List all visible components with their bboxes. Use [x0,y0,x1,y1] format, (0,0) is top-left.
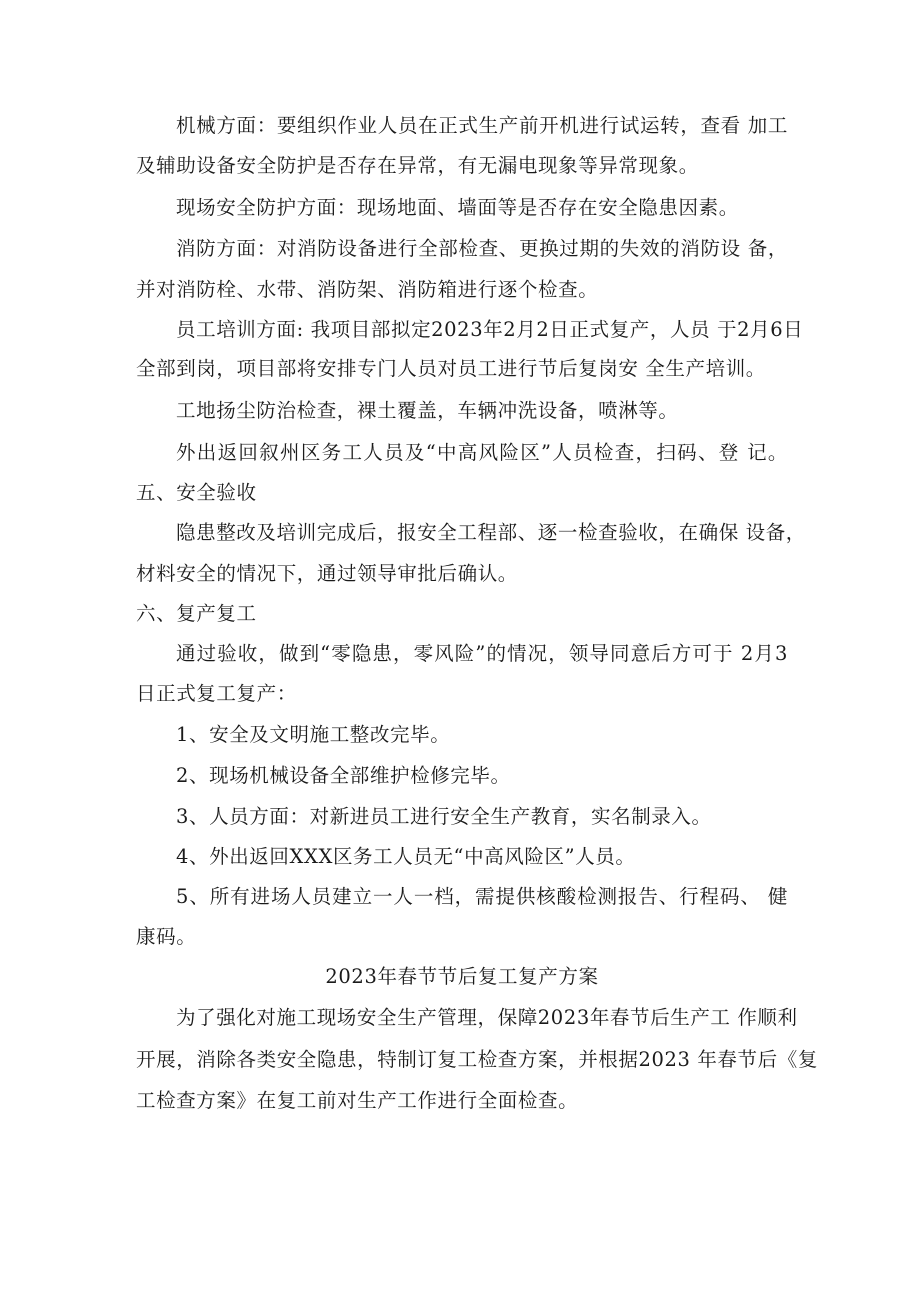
paragraph-line: 并对消防栓、水带、消防架、消防箱进行逐个检查。 [136,278,599,301]
paragraph-line: 材料安全的情况下，通过领导审批后确认。 [136,562,518,585]
paragraph-line: 隐患整改及培训完成后，报安全工程部、逐一检查验收，在确保 设备， [176,521,806,544]
list-item: 1、安全及文明施工整改完毕。 [176,723,451,746]
paragraph-line: 消防方面：对消防设备进行全部检查、更换过期的失效的消防设 备， [176,237,788,260]
paragraph-line: 及辅助设备安全防护是否存在异常，有无漏电现象等异常现象。 [136,154,699,177]
paragraph-line: 全部到岗，项目部将安排专门人员对员工进行节后复岗安 全生产培训。 [136,357,766,380]
paragraph-line: 现场安全防护方面：现场地面、墙面等是否存在安全隐患因素。 [176,196,739,219]
list-item: 2、现场机械设备全部维护检修完毕。 [176,764,511,787]
paragraph-line: 工检查方案》在复工前对生产工作进行全面检查。 [136,1089,579,1112]
paragraph-line: 员工培训方面: 我项目部拟定2023年2月2日正式复产，人员 于2月6日 [176,318,804,341]
section-heading: 五、安全验收 [136,481,257,504]
paragraph-line: 为了强化对施工现场安全生产管理，保障2023年春节后生产工 作顺利 [176,1006,798,1029]
paragraph-line: 开展，消除各类安全隐患，特制订复工检查方案，并根据2023 年春节后《复 [136,1048,818,1071]
paragraph-line: 工地扬尘防治检查，裸土覆盖，车辆冲洗设备，喷淋等。 [176,399,679,422]
section-heading: 六、复产复工 [136,602,257,625]
list-item: 3、人员方面：对新进员工进行安全生产教育，实名制录入。 [176,805,712,828]
list-item: 5、所有进场人员建立一人一档，需提供核酸检测报告、行程码、 健 [176,885,788,908]
document-title: 2023年春节节后复工复产方案 [325,965,599,988]
paragraph-line: 外出返回叙州区务工人员及“中高风险区”人员检查，扫码、登 记。 [176,441,788,464]
list-item: 4、外出返回XXX区务工人员无“中高风险区”人员。 [176,845,636,868]
paragraph-line: 日正式复工复产： [136,682,297,705]
paragraph-line: 机械方面：要组织作业人员在正式生产前开机进行试运转，查看 加工 [176,114,788,137]
paragraph-line: 通过验收，做到“零隐患，零风险”的情况，领导同意后方可于 2月3 [176,642,788,665]
paragraph-line: 康码。 [136,925,197,948]
